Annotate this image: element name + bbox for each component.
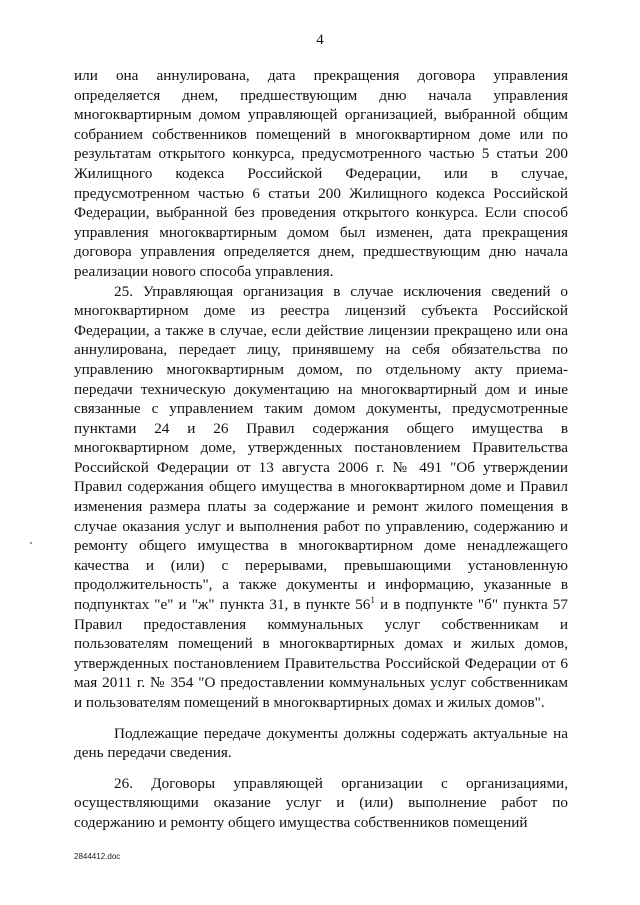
paragraph-documents-current: Подлежащие передаче документы должны содержать актуальные на день передачи сведения. bbox=[74, 724, 568, 762]
page-number: 4 bbox=[316, 32, 324, 48]
paragraph-item-26: 26. Договоры управляющей организации с организациями, осуществляющими оказание услуг и (или) выполнение работ по содержанию и ремонту общего имущества собственников помещений bbox=[74, 774, 568, 831]
paragraph-continuation: или она аннулирована, дата прекращения договора управления определяется днем, предшествующим дню начала управления многоквартирным домом управляющей организацией, выбранной общим собранием собственников помещений в многоквартирном доме или по результатам открытого конкурса, предусмотренного частью 5 статьи 200 Жилищного кодекса Российской Федерации, или в случае, предусмотренном частью 6 статьи 200 Жилищного кодекса Российской Федерации, выбранной без проведения открытого конкурса. Если способ управления многоквартирным домом был изменен, дата прекращения договора управления определяется днем, предшествующим дню начала реализации нового способа управления. bbox=[74, 67, 568, 280]
footer-filename: 2844412.doc bbox=[74, 852, 121, 861]
paragraph-item-25-text-cont: и в подпункте "б" пункта 57 Правил предоставления коммунальных услуг собственникам и пользователям помещений в многоквартирных домах и жилых домов, утвержденных постановлением Правительства Российской Федерации от 6 мая 2011 г. № 354 "О предоставлении коммунальных услуг собственникам и пользователям помещений в многоквартирных домах и жилых домов". bbox=[74, 596, 568, 711]
superscript-marker: 1 bbox=[370, 594, 375, 605]
paragraph-item-25-text: 25. Управляющая организация в случае исключения сведений о многоквартирном доме из реестра лицензий субъекта Российской Федерации, а также в случае, если действие лицензии прекращено или она аннулирована, передает лицу, принявшему на себя обязательства по управлению многоквартирным домом, по отдельному акту приема-передачи техническую документацию на многоквартирный дом и иные связанные с управлением таким домом документы, предусмотренные пунктами 24 и 26 Правил содержания общего имущества в многоквартирном доме, утвержденных постановлением Правительства Российской Федерации от 13 августа 2006 г. № 491 "Об утверждении Правил содержания общего имущества в многоквартирном доме и Правил изменения размера платы за содержание и ремонт жилого помещения в случае оказания услуг и выполнения работ по управлению, содержанию и ремонту общего имущества в многоквартирном доме ненадлежащего качества и (или) с перерывами, превышающими установленную продолжительность", а также документы и информацию, указанные в подпунктах "е" и "ж" пункта 31, в пункте 56 bbox=[74, 282, 568, 614]
document-body bbox=[74, 66, 568, 833]
paragraph-item-25 bbox=[74, 282, 568, 713]
margin-mark bbox=[30, 542, 32, 544]
